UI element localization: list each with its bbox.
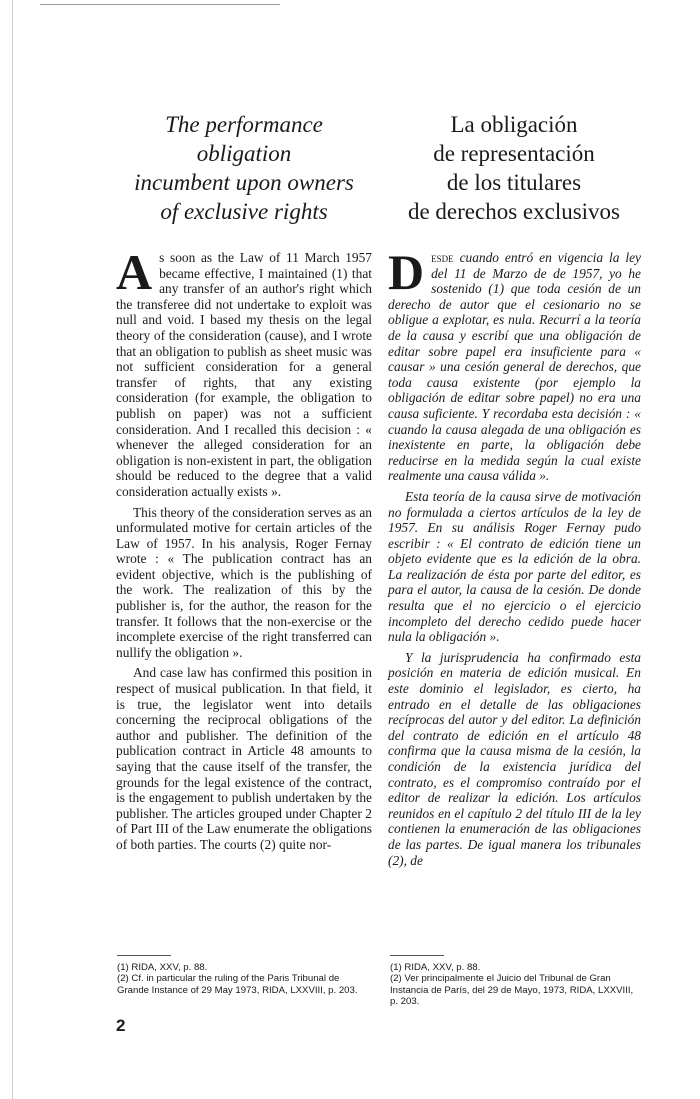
- spanish-body: [388, 244, 641, 873]
- spanish-title-line: de derechos exclusivos: [407, 199, 621, 224]
- footnote: (2) Ver principalmente el Juicio del Tribunal de Gran Instancia de París, del 29 de Mayo, 1973, RIDA, LXXVIII, p. 203.: [390, 973, 634, 1008]
- english-title-line: The performance: [165, 112, 323, 137]
- spanish-title-line: de los titulares: [446, 170, 582, 195]
- english-footnotes: [117, 962, 372, 996]
- english-paragraph-text: s soon as the Law of 11 March 1957 became effective, I maintained (1) that any transfer of an author's right which the transferee did not undertake to exploit was null and void. I based my thesis on the legal theory of the consideration (cause), and I wrote that an obligation to publish as sheet music was not sufficient consideration for a general transfer of rights, that any existing consideration (for example, the obligation to publish on paper) was not a sufficient consideration. And I recalled this decision : « whenever the alleged consideration for an obligation is non-existent in part, the obligation should be reduced to the degree that a valid consideration actually exists ».: [116, 250, 372, 499]
- spanish-footnote-rule: [390, 955, 444, 956]
- english-title-line: of exclusive rights: [160, 199, 328, 224]
- spanish-paragraph: Y la jurisprudencia ha confirmado esta posición en materia de edición musical. En este dominio el legislador, es cierto, ha entrado en el detalle de las obligaciones recíprocas del autor y del editor. La definición del contrato de edición en el artículo 48 confirma que la causa misma de la cesión, la condición de la existencia jurídica del contrato, es el compromiso contraído por el editor de realizar la edición. Los artículos reunidos en el capítulo 2 del título III de la ley contienen la enumeración de las obligaciones de las partes. De igual manera los tribunales (2), de: [388, 649, 641, 868]
- top-edge-rule: [40, 4, 280, 5]
- footnote: (1) RIDA, XXV, p. 88.: [390, 962, 481, 973]
- footnote: (2) Cf. in particular the ruling of the Paris Tribunal de Grande Instance of 29 May 1973, RIDA, LXXVIII, p. 203.: [117, 973, 358, 996]
- spanish-title-block: [386, 110, 642, 226]
- english-title-block: [116, 110, 372, 226]
- spanish-footnotes: [390, 962, 642, 1008]
- english-paragraph: [116, 244, 372, 500]
- english-title: [116, 110, 372, 226]
- footnote: (1) RIDA, XXV, p. 88.: [117, 962, 208, 973]
- english-footnote-rule: [117, 955, 171, 956]
- english-drop-cap: A: [116, 244, 153, 300]
- english-body: [116, 244, 372, 858]
- page-number: 2: [116, 1016, 126, 1035]
- spanish-title-line: de representación: [433, 141, 595, 166]
- spanish-title-line: La obligación: [450, 112, 578, 137]
- english-title-line: obligation: [196, 141, 292, 166]
- english-title-line: incumbent upon owners: [134, 170, 354, 195]
- left-edge-rule: [12, 0, 13, 1099]
- spanish-title: [386, 110, 642, 226]
- spanish-first-word: esde: [431, 250, 454, 265]
- spanish-paragraph: Esta teoría de la causa sirve de motivación no formulada a ciertos artículos de la ley de 1957. En su análisis Roger Fernay pudo escribir : « El contrato de edición tiene un objeto evidente que es la edición de la obra. La realización de ésta por parte del editor, es para el autor, la causa de la cesión. De donde resulta que el no ejercicio o el ejercicio incompleto del derecho cedido puede hacer nula la obligación ».: [388, 488, 641, 645]
- english-paragraph: This theory of the consideration serves as an unformulated motive for certain articles of the Law of 1957. In his analysis, Roger Fernay wrote : « The publication contract has an evident objective, which is the publishing of the work. The realization of this by the publisher is, for the author, the reason for the transfer. It follows that the non-exercise or the incomplete exercise of the right transferred can nullify the obligation ».: [116, 504, 372, 660]
- spanish-drop-cap: D: [388, 244, 425, 300]
- english-paragraph: And case law has confirmed this position in respect of musical publication. In that field, it is true, the legislator went into details concerning the reciprocal obligations of the author and publisher. The definition of the publication contract in Article 48 amounts to saying that the cause itself of the transfer, the grounds for the legal existence of the contract, is the engagement to publish undertaken by the publisher. The articles grouped under Chapter 2 of Part III of the Law enumerate the obligations of both parties. The courts (2) quite nor-: [116, 665, 372, 852]
- spanish-paragraph-text: cuando entró en vigencia la ley del 11 de Marzo de de 1957, yo he sostenido (1) que toda cesión de un derecho de autor que el cesionario no se obligue a explotar, es nula. Recurrí a la teoría de la causa y escribí que una obligación de editar sobre papel era insuficiente para « causar » una cesión general de derechos, que toda causa existente (por ejemplo la obligación de editar sobre papel) no era una causa suficiente. Y recordaba esta decisión : « cuando la causa alegada de una obligación es inexistente en parte, la obligación debe reducirse en la medida según la cual existe realmente una causa válida ».: [388, 250, 641, 484]
- spanish-paragraph: [388, 244, 641, 484]
